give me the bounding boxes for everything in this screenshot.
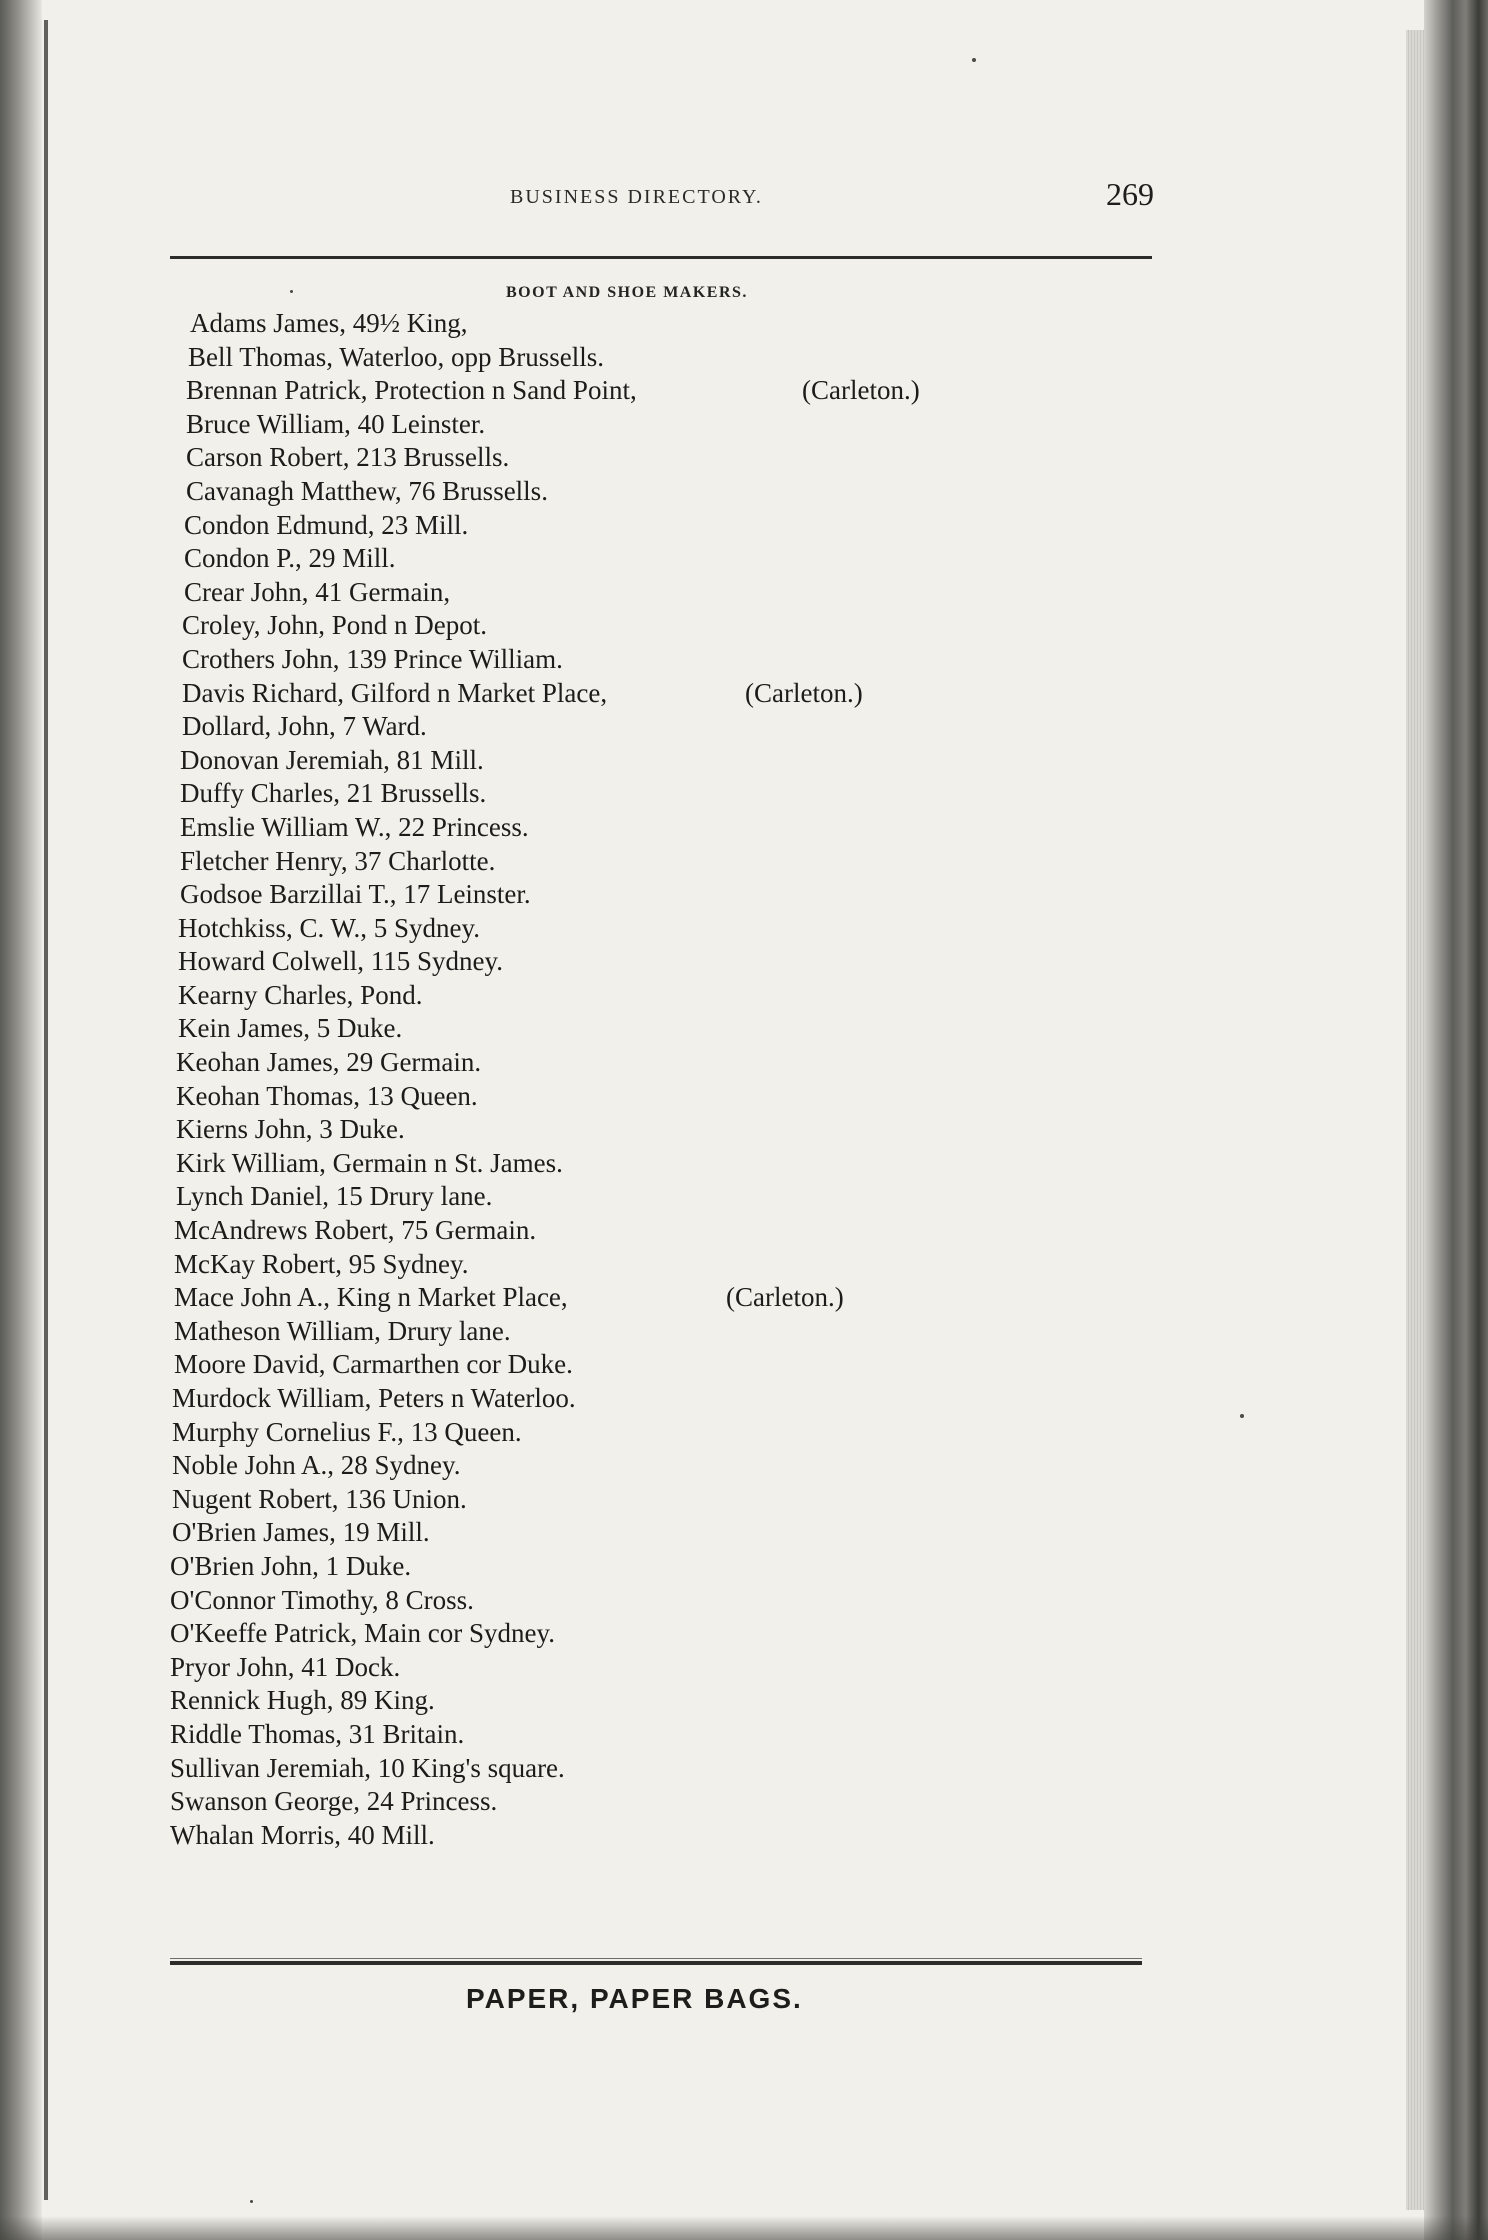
directory-entry (170, 509, 1030, 543)
entry-text: Kirk William, Germain n St. James. (176, 1147, 563, 1178)
directory-entry (170, 878, 1030, 912)
entry-text: Howard Colwell, 115 Sydney. (178, 946, 503, 977)
entry-text: McKay Robert, 95 Sydney. (174, 1248, 469, 1279)
directory-entry (170, 441, 1030, 475)
directory-entry (170, 1382, 1030, 1416)
footer-rule-thin (170, 1958, 1142, 1959)
entry-text: Croley, John, Pond n Depot. (182, 610, 487, 641)
entry-text: Donovan Jeremiah, 81 Mill. (180, 744, 484, 775)
entry-text: Duffy Charles, 21 Brussells. (180, 778, 487, 809)
entry-text: McAndrews Robert, 75 Germain. (174, 1215, 537, 1246)
page-bottom-shadow (0, 2216, 1488, 2240)
entry-text: Condon Edmund, 23 Mill. (184, 509, 469, 540)
directory-entry (170, 744, 1030, 778)
directory-entry (170, 374, 1030, 408)
entry-text: Kierns John, 3 Duke. (176, 1114, 405, 1145)
entry-text: Cavanagh Matthew, 76 Brussells. (186, 475, 548, 506)
entry-text: Crear John, 41 Germain, (184, 576, 451, 607)
entry-text: Moore David, Carmarthen cor Duke. (174, 1349, 573, 1380)
directory-entry (170, 1281, 1030, 1315)
directory-entry (170, 1449, 1030, 1483)
running-title: BUSINESS DIRECTORY. (510, 186, 763, 208)
entry-text: Murphy Cornelius F., 13 Queen. (172, 1416, 522, 1447)
entry-location: (Carleton.) (802, 375, 920, 406)
entry-text: Crothers John, 139 Prince William. (182, 643, 563, 674)
directory-entry (170, 979, 1030, 1013)
entry-text: Rennick Hugh, 89 King. (170, 1685, 435, 1716)
book-spine-edge (1424, 0, 1488, 2240)
directory-entry (170, 1416, 1030, 1450)
entry-text: O'Brien John, 1 Duke. (170, 1550, 412, 1581)
entry-text: Dollard, John, 7 Ward. (182, 711, 427, 742)
print-speck (290, 290, 293, 293)
directory-entry (170, 542, 1030, 576)
directory-entry (170, 1584, 1030, 1618)
directory-entry (170, 475, 1030, 509)
entry-text: Carson Robert, 213 Brussells. (186, 442, 510, 473)
gutter-shadow (0, 0, 42, 2240)
directory-entry (170, 1315, 1030, 1349)
directory-entry (170, 1248, 1030, 1282)
directory-entry (170, 945, 1030, 979)
page-edge-line (44, 20, 48, 2200)
entry-text: Godsoe Barzillai T., 17 Leinster. (180, 879, 531, 910)
footer-rule (170, 1961, 1142, 1965)
entry-text: O'Brien James, 19 Mill. (172, 1517, 430, 1548)
directory-entry (170, 1012, 1030, 1046)
entry-text: Lynch Daniel, 15 Drury lane. (176, 1181, 493, 1212)
directory-entry (170, 1617, 1030, 1651)
entry-location: (Carleton.) (745, 677, 863, 708)
directory-entry (170, 1550, 1030, 1584)
directory-entry (170, 307, 1030, 341)
entry-text: Riddle Thomas, 31 Britain. (170, 1718, 465, 1749)
entry-text: Noble John A., 28 Sydney. (172, 1450, 461, 1481)
directory-entry (170, 408, 1030, 442)
section-heading: BOOT AND SHOE MAKERS. (506, 284, 748, 301)
directory-entry (170, 1113, 1030, 1147)
directory-entry (170, 609, 1030, 643)
print-speck (250, 2200, 253, 2203)
directory-entry (170, 1080, 1030, 1114)
entry-text: Pryor John, 41 Dock. (170, 1651, 401, 1682)
entry-text: Sullivan Jeremiah, 10 King's square. (170, 1752, 565, 1783)
entry-text: Adams James, 49½ King, (190, 308, 468, 338)
entry-text: Kearny Charles, Pond. (178, 979, 423, 1010)
print-speck (972, 58, 976, 62)
entry-text: Matheson William, Drury lane. (174, 1315, 511, 1346)
entry-text: O'Keeffe Patrick, Main cor Sydney. (170, 1618, 556, 1649)
entry-text: Davis Richard, Gilford n Market Place, (182, 677, 608, 708)
print-speck (1240, 1414, 1244, 1418)
directory-entry (170, 1785, 1030, 1819)
entry-text: Keohan Thomas, 13 Queen. (176, 1080, 478, 1111)
directory-entry (170, 912, 1030, 946)
entry-text: Whalan Morris, 40 Mill. (170, 1819, 435, 1850)
header-rule (170, 256, 1152, 259)
directory-entry (170, 341, 1030, 375)
directory-entry (170, 1214, 1030, 1248)
footer-advert: PAPER, PAPER BAGS. (466, 1983, 803, 2014)
entry-text: O'Connor Timothy, 8 Cross. (170, 1584, 474, 1615)
entry-text: Brennan Patrick, Protection n Sand Point, (186, 375, 637, 406)
directory-entry (170, 576, 1030, 610)
directory-entry (170, 1180, 1030, 1214)
directory-entry (170, 1516, 1030, 1550)
directory-entry (170, 777, 1030, 811)
directory-entry (170, 1147, 1030, 1181)
directory-list (170, 307, 1030, 1852)
directory-entry (170, 1718, 1030, 1752)
directory-entry (170, 811, 1030, 845)
directory-entry (170, 643, 1030, 677)
entry-text: Condon P., 29 Mill. (184, 543, 396, 574)
page-stack-edge (1406, 30, 1424, 2210)
entry-text: Fletcher Henry, 37 Charlotte. (180, 845, 496, 876)
page-number: 269 (1106, 176, 1154, 212)
directory-entry (170, 1651, 1030, 1685)
entry-text: Swanson George, 24 Princess. (170, 1786, 498, 1817)
directory-entry (170, 845, 1030, 879)
running-header (170, 176, 1160, 242)
entry-text: Keohan James, 29 Germain. (176, 1047, 482, 1078)
directory-entry (170, 1483, 1030, 1517)
entry-text: Emslie William W., 22 Princess. (180, 811, 529, 842)
directory-entry (170, 1348, 1030, 1382)
entry-text: Bruce William, 40 Leinster. (186, 408, 486, 439)
directory-entry (170, 710, 1030, 744)
directory-entry (170, 1046, 1030, 1080)
entry-location: (Carleton.) (726, 1282, 844, 1313)
entry-text: Kein James, 5 Duke. (178, 1013, 403, 1044)
entry-text: Mace John A., King n Market Place, (174, 1282, 568, 1313)
directory-entry (170, 1752, 1030, 1786)
entry-text: Bell Thomas, Waterloo, opp Brussells. (188, 341, 605, 372)
directory-entry (170, 677, 1030, 711)
directory-entry (170, 1684, 1030, 1718)
entry-text: Nugent Robert, 136 Union. (172, 1483, 467, 1514)
entry-text: Murdock William, Peters n Waterloo. (172, 1383, 576, 1413)
directory-entry (170, 1819, 1030, 1853)
entry-text: Hotchkiss, C. W., 5 Sydney. (178, 912, 481, 943)
